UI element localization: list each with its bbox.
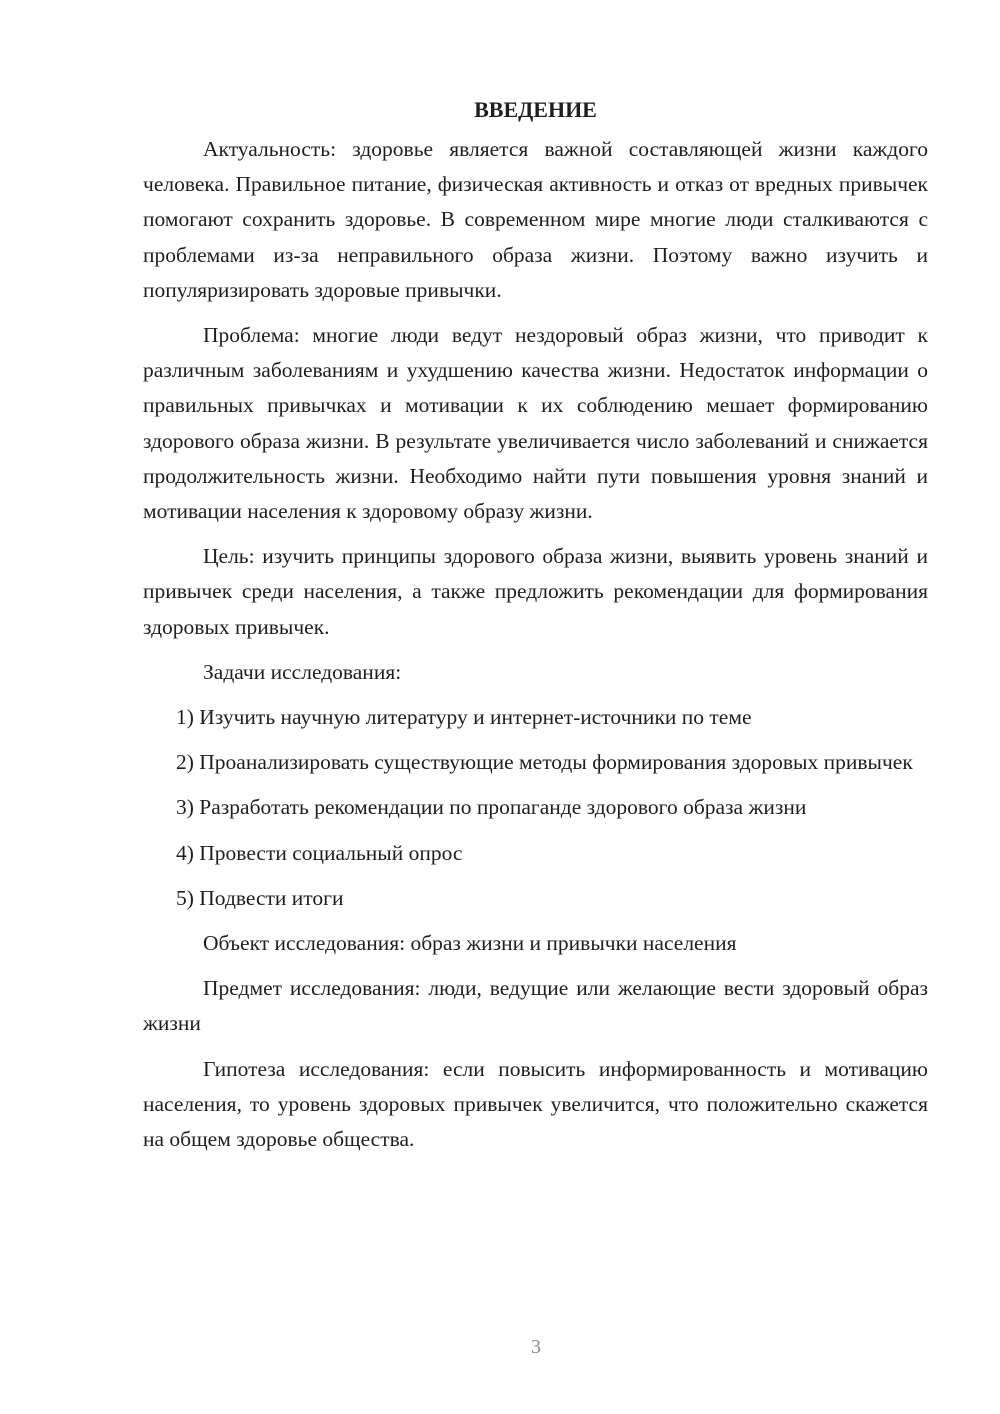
page-number: 3 xyxy=(531,1336,541,1358)
paragraph-hypothesis: Гипотеза исследования: если повысить информированность и мотивацию населения, то уровень здоровых привычек увеличится, что положительно скажется на общем здоровье общества. xyxy=(143,1056,928,1152)
paragraph-problem: Проблема: многие люди ведут нездоровый образ жизни, что приводит к различным заболеваниям и ухудшению качества жизни. Недостаток информации о правильных привычках и мотивации к их соблюдению мешает формированию здорового образа жизни. В результате увеличивается число заболеваний и снижается продолжительность жизни. Необходимо найти пути повышения уровня знаний и мотивации населения к здоровому образу жизни. xyxy=(143,323,928,524)
task-item: 1) Изучить научную литературу и интернет-источники по теме xyxy=(176,705,752,730)
task-item: 5) Подвести итоги xyxy=(176,885,344,910)
paragraph-relevance: Актуальность: здоровье является важной составляющей жизни каждого человека. Правильное питание, физическая активность и отказ от вредных привычек помогают сохранить здоровье. В современном мире многие люди сталкиваются с проблемами из-за неправильного образа жизни. Поэтому важно изучить и популяризировать здоровые привычки. xyxy=(143,137,928,302)
task-item: 2) Проанализировать существующие методы формирования здоровых привычек xyxy=(176,750,913,775)
tasks-heading: Задачи исследования: xyxy=(203,659,402,684)
paragraph-object: Объект исследования: образ жизни и привычки населения xyxy=(203,931,737,956)
page-title: ВВЕДЕНИЕ xyxy=(474,97,597,122)
page-content xyxy=(143,92,928,1167)
task-item: 4) Провести социальный опрос xyxy=(176,840,463,865)
task-item: 3) Разработать рекомендации по пропаганде здорового образа жизни xyxy=(176,795,807,820)
paragraph-goal: Цель: изучить принципы здорового образа жизни, выявить уровень знаний и привычек среди населения, а также предложить рекомендации для формирования здоровых привычек. xyxy=(143,544,928,639)
paragraph-subject: Предмет исследования: люди, ведущие или желающие вести здоровый образ жизни xyxy=(143,976,928,1036)
